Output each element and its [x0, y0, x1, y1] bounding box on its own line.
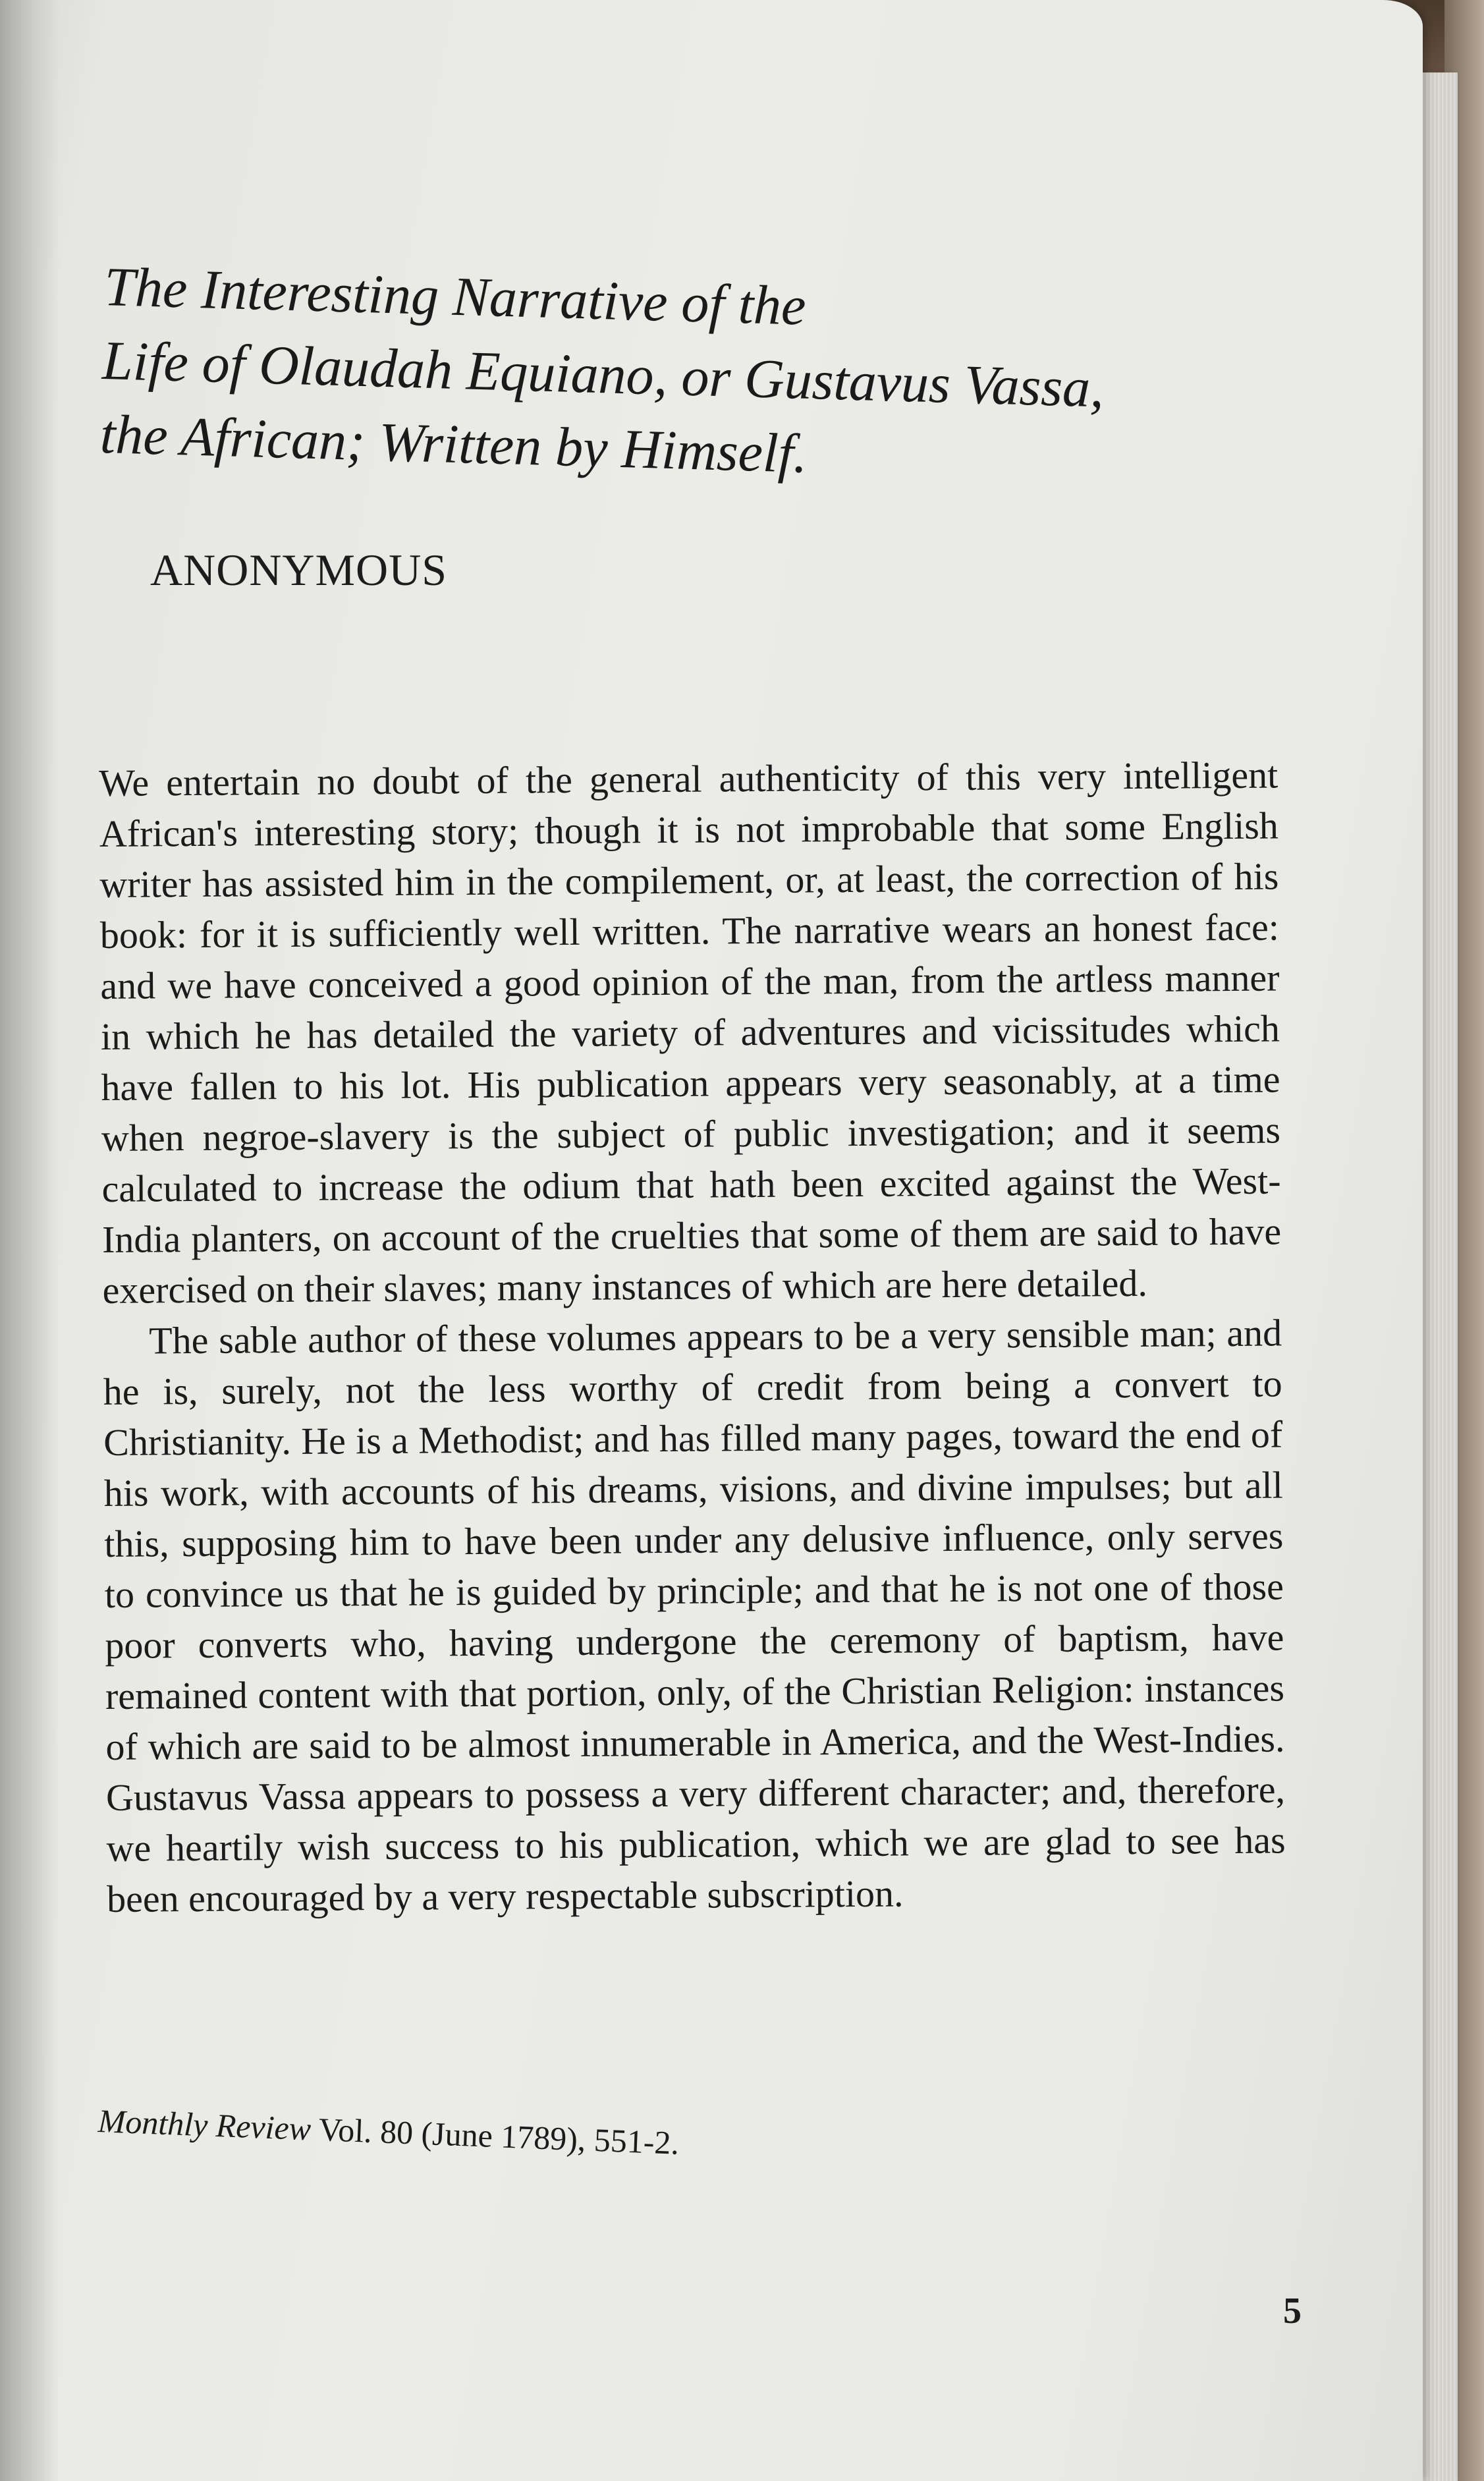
paragraph-2: The sable author of these volumes appears to be a very sensible man; and he is, surely, not the less worthy of credit from being a convert to Christianity. He is a Methodist; and has filled many pages, toward the end of his work, with accounts of his dreams, visions, and divine impulses; but all this, supposing him to have been under any delusive influence, only serves to convince us that he is guided by principle; and that he is not one of those poor converts who, having undergone the ceremony of baptism, have remained content with that portion, only, of the Christian Religion: instances of which are said to be almost innumerable in America, and the West-Indies. Gustavus Vassa appears to possess a very different character; and, therefore, we heartily wish success to his publication, which we are glad to see has been encouraged by a very respectable subscription.: [103, 1311, 1286, 1920]
source-citation: [97, 2102, 680, 2162]
page-gutter: [0, 0, 59, 2481]
author-byline: ANONYMOUS: [150, 545, 448, 595]
page-title: [99, 250, 1105, 499]
title-line-3: the African; Written by Himself.: [99, 403, 809, 485]
article-body: [99, 750, 1286, 1924]
paragraph-1: We entertain no doubt of the general authenticity of this very intelligent African's interesting story; though it is not improbable that some English writer has assisted him in the compilement, or, at least, the correction of his book: for it is sufficiently well written. The narrative wears an honest face: and we have conceived a good opinion of the man, from the artless manner in which he has detailed the variety of adventures and vicissitudes which have fallen to his lot. His publication appears very seasonably, at a time when negroe-slavery is the subject of public investigation; and it seems calculated to increase the odium that hath been excited against the West-India planters, on account of the cruelties that some of them are said to have exercised on their slaves; many instances of which are here detailed.: [99, 753, 1282, 1312]
citation-details: Vol. 80 (June 1789), 551-2.: [310, 2110, 680, 2161]
citation-journal: Monthly Review: [97, 2102, 312, 2148]
title-line-2: Life of Olaudah Equiano, or Gustavus Vassa,: [101, 329, 1105, 420]
title-line-1: The Interesting Narrative of the: [103, 256, 807, 337]
page-number: 5: [1283, 2291, 1302, 2331]
